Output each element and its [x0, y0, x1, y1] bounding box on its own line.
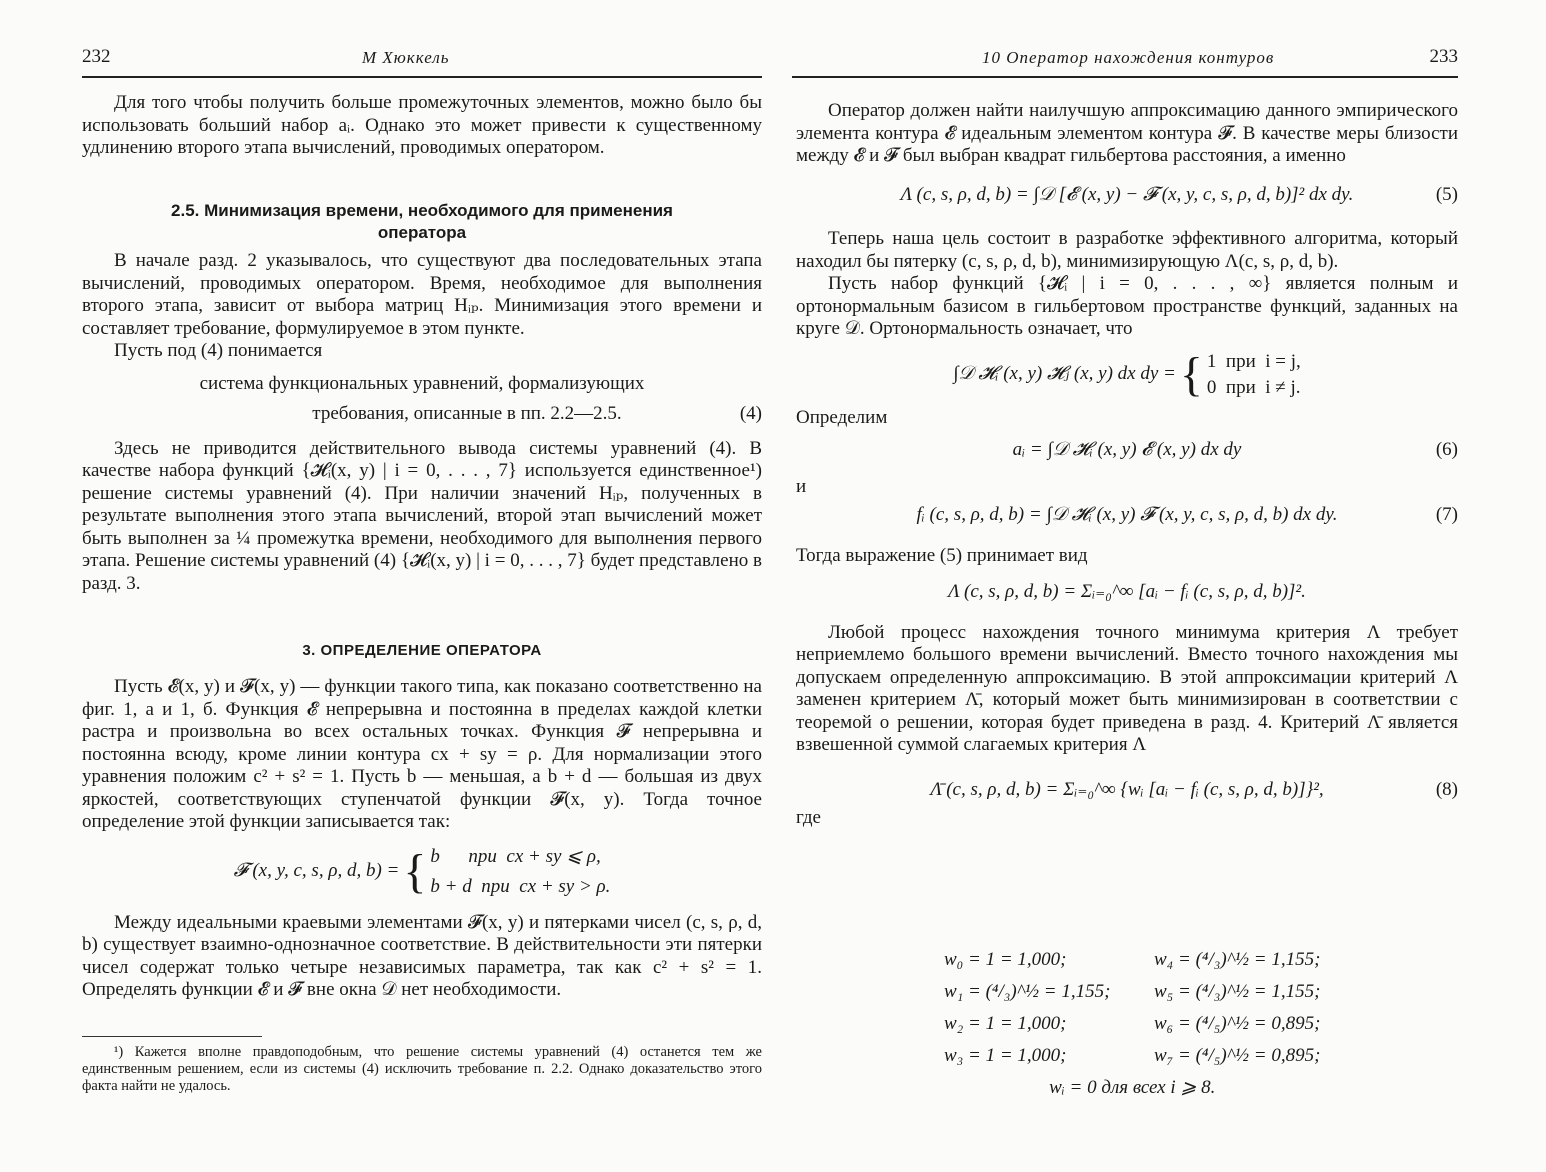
equation-4-line2: требования, описанные в пп. 2.2—2.5.	[312, 403, 622, 424]
weight-cell: w₆ = (⁴/₅)^½ = 0,895;	[1154, 1013, 1321, 1034]
equation-4-line1: система функциональных уравнений, формализующих	[199, 372, 645, 394]
footnote-rule	[82, 1036, 262, 1037]
weight-cell: w₃ = 1 = 1,000;	[944, 1045, 1067, 1066]
paragraph: и	[796, 475, 807, 497]
left-text-block-1	[82, 92, 762, 160]
weight-cell: w₅ = (⁴/₃)^½ = 1,155;	[1154, 981, 1321, 1002]
equation-body: Λ̄ (c, s, ρ, d, b) = Σᵢ₌₀^∞ {wᵢ [aᵢ − fᵢ (c, s, ρ, d, b)]}²,	[930, 778, 1324, 800]
weights-last: wᵢ = 0 для всех i ⩾ 8.	[1049, 1077, 1216, 1098]
equation-body: fᵢ (c, s, ρ, d, b) = ∫𝒟 𝓗ᵢ (x, y) 𝓕 (x, y, c, s, ρ, d, b) dx dy.	[916, 504, 1338, 525]
equation-body: aᵢ = ∫𝒟 𝓗ᵢ (x, y) 𝓔 (x, y) dx dy	[1012, 439, 1242, 460]
weight-cell: w₇ = (⁴/₅)^½ = 0,895;	[1154, 1045, 1321, 1066]
paragraph: Пусть набор функций {𝓗ᵢ | i = 0, . . . , ∞} является полным и ортонормальным базисом в гильбертовом пространстве функций, заданных на круге 𝒟. Ортонормальность означает, что	[796, 273, 1458, 339]
equation-case: 1 при i = j,	[1206, 350, 1301, 372]
paragraph: Теперь наша цель состоит в разработке эффективного алгоритма, который находил бы пятерку (c, s, ρ, d, b), минимизирующую Λ(c, s, ρ, d, b).	[796, 228, 1458, 272]
equation-case: b при cx + sy ⩽ ρ,	[430, 845, 601, 867]
equation-case: 0 при i ≠ j.	[1206, 376, 1301, 398]
brace: {	[403, 844, 427, 898]
right-text-block-1	[796, 100, 1458, 830]
running-title: 10 Оператор нахождения контуров	[982, 48, 1275, 67]
paragraph: Пусть 𝓔(x, y) и 𝓕(x, y) — функции такого типа, как показано соответственно на фиг. 1, а и 1, б. Функция 𝓔 непрерывна и постоянна в пределах каждой клетки растра и произвольна во всех остальных точках. Функция 𝓕 непрерывна и постоянна всюду, кроме линии контура cx + sy = ρ. Для нормализации этого уравнения положим c² + s² = 1. Пусть b — меньшая, а b + d — большая из двух яркостей, соответствующих ступенчатой функции 𝓕(x, y). Тогда точное определение этой функции записывается так:	[82, 676, 762, 832]
footnote	[82, 1044, 762, 1095]
equation-sum: Λ (c, s, ρ, d, b) = Σᵢ₌₀^∞ [aᵢ − fᵢ (c, s, ρ, d, b)]².	[948, 581, 1306, 602]
paragraph: Тогда выражение (5) принимает вид	[796, 544, 1088, 566]
paragraph: Для того чтобы получить больше промежуточных элементов, можно было бы использовать больший набор aᵢ. Однако это может привести к существенному удлинению второго этапа вычислений, проводимых оператором.	[82, 92, 762, 158]
weights-row	[944, 1040, 1320, 1072]
equation-5	[796, 184, 1458, 207]
equation-number: (5)	[1435, 183, 1458, 205]
equation-number: (4)	[739, 403, 762, 424]
running-header-right	[792, 42, 1458, 78]
weights-table	[944, 944, 1320, 1104]
paragraph: В начале разд. 2 указывалось, что существуют два последовательных этапа вычислений, проводимых оператором. Время, необходимое для выполнения второго этапа, зависит от выбора матриц Hᵢₚ. Минимизация этого времени и составляет требование, формулируемое в этом пункте.	[82, 250, 762, 339]
page-number: 233	[1429, 46, 1458, 67]
equation-lhs: 𝓕 (x, y, c, s, ρ, d, b) =	[233, 860, 400, 882]
running-header-left	[82, 42, 762, 78]
weight-cell: w₀ = 1 = 1,000;	[944, 949, 1067, 970]
weight-cell: w₄ = (⁴/₃)^½ = 1,155;	[1154, 949, 1321, 970]
section-heading-3	[82, 640, 762, 663]
left-page	[60, 0, 762, 1172]
heading: 3. ОПРЕДЕЛЕНИЕ ОПЕРАТОРА	[302, 642, 542, 659]
equation-7	[796, 504, 1458, 527]
heading-line: 2.5. Минимизация времени, необходимого для применения	[171, 201, 673, 220]
weights-row	[944, 976, 1320, 1008]
equation-lhs: ∫𝒟 𝓗ᵢ (x, y) 𝓗ⱼ (x, y) dx dy =	[953, 363, 1176, 385]
paragraph: Определим	[796, 406, 888, 428]
paragraph: Здесь не приводится действительного вывода системы уравнений (4). В качестве набора функций {𝓗ᵢ(x, y) | i = 0, . . . , 7} используется единственное¹) решение системы уравнений (4). При наличии значений Hᵢₚ, полученных в результате выполнения этого этапа вычислений, второй этап вычислений может быть выполнен за ¼ промежутка времени, необходимого для выполнения первого этапа. Решение системы уравнений (4) {𝓗ᵢ(x, y) | i = 0, . . . , 7} будет представлено в разд. 3.	[82, 437, 762, 594]
weights-row	[944, 944, 1320, 976]
equation-number: (7)	[1435, 504, 1458, 525]
paragraph: Пусть под (4) понимается	[114, 340, 323, 361]
right-page	[790, 0, 1470, 1172]
running-title: М Хюккель	[362, 48, 450, 67]
heading-line: оператора	[377, 223, 467, 242]
section-heading-2-5	[82, 200, 762, 244]
equation-orthonormality	[796, 349, 1458, 401]
equation-F	[82, 842, 762, 902]
page-number: 232	[82, 46, 111, 67]
brace: {	[1179, 347, 1203, 401]
equation-body: Λ (c, s, ρ, d, b) = ∫𝒟 [𝓔 (x, y) − 𝓕 (x, y, c, s, ρ, d, b)]² dx dy.	[900, 183, 1354, 205]
equation-number: (8)	[1435, 778, 1458, 800]
weight-cell: w₁ = (⁴/₃)^½ = 1,155;	[944, 981, 1111, 1002]
paragraph: Между идеальными краевыми элементами 𝓕(x, y) и пятерками чисел (c, s, ρ, d, b) существует взаимно-однозначное соответствие. В действительности эти пятерки чисел содержат только четыре независимых параметра, так как c² + s² = 1. Определять функции 𝓔 и 𝓕 вне окна 𝒟 нет необходимости.	[82, 911, 762, 1000]
paragraph: где	[796, 807, 821, 828]
weight-cell: w₂ = 1 = 1,000;	[944, 1013, 1067, 1034]
weights-row	[944, 1008, 1320, 1040]
equation-8	[796, 779, 1458, 802]
left-text-block-2	[82, 250, 762, 595]
paragraph: Любой процесс нахождения точного минимума критерия Λ требует неприемлемо большого времени вычислений. Вместо точного нахождения мы допускаем определенную аппроксимацию. В этой аппроксимации критерий Λ заменен критерием Λ̄, который может быть минимизирован в соответствии с теоремой о решении, которая будет приведена в разд. 4. Критерий Λ̄ является взвешенной суммой слагаемых критерия Λ	[796, 621, 1458, 755]
left-text-block-3	[82, 676, 762, 1002]
equation-4	[82, 403, 762, 426]
footnote-text: ¹) Кажется вполне правдоподобным, что решение системы уравнений (4) останется тем же единственным решением, если из системы (4) исключить требование п. 2.2. Однако доказательство этого факта найти не удалось.	[82, 1044, 762, 1094]
equation-case: b + d при cx + sy > ρ.	[430, 875, 611, 897]
equation-number: (6)	[1435, 439, 1458, 460]
paragraph: Оператор должен найти наилучшую аппроксимацию данного эмпирического элемента контура 𝓔 идеальным элементом контура 𝓕. В качестве меры близости между 𝓔 и 𝓕 был выбран квадрат гильбертова расстояния, а именно	[796, 100, 1458, 166]
equation-6	[796, 439, 1458, 462]
